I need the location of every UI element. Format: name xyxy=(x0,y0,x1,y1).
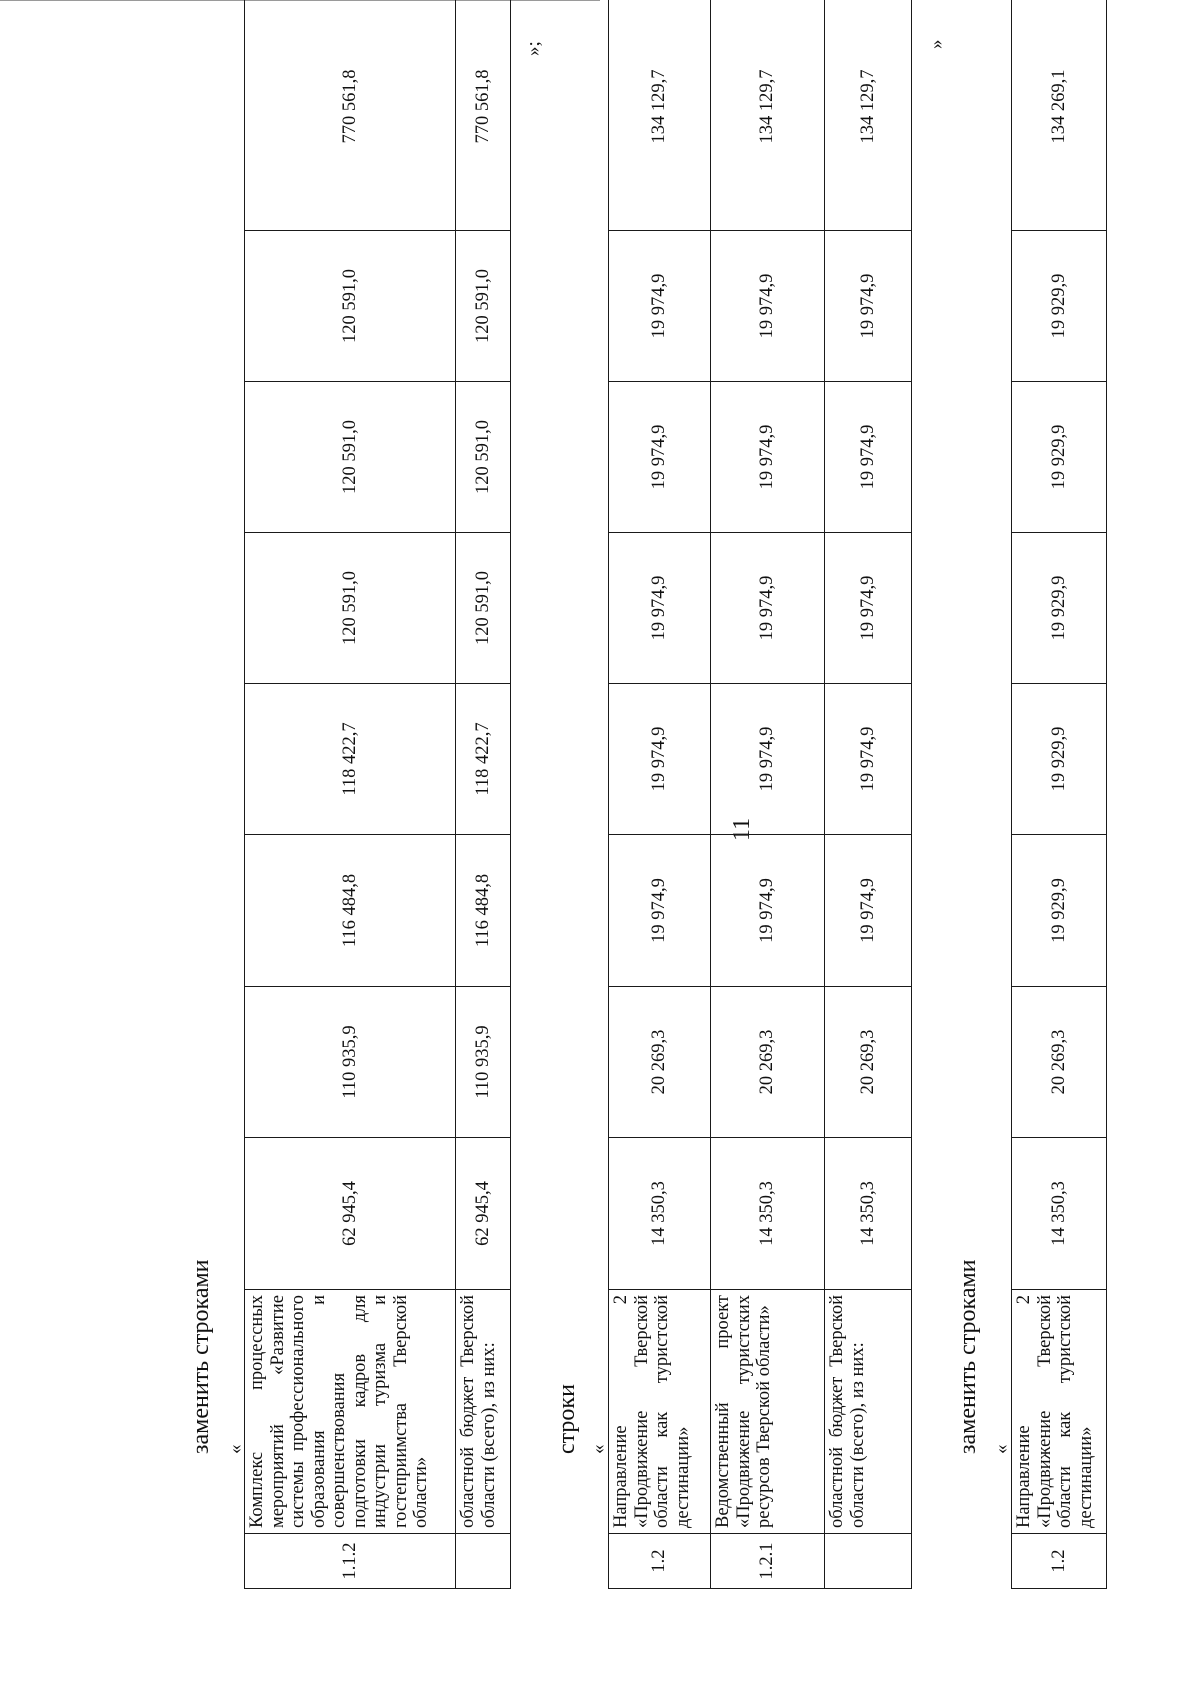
value-cell: 120 591,0 xyxy=(245,382,456,533)
row-code: 1.2 xyxy=(1012,1534,1107,1589)
section-3-open-quote: « xyxy=(991,1444,1012,1454)
row-name: Направление 2 «Продвижение Тверской области как туристской дестинации» xyxy=(1012,1290,1107,1534)
value-cell: 19 974,9 xyxy=(609,382,711,533)
value-cell: 19 929,9 xyxy=(1012,533,1107,684)
value-cell: 19 929,9 xyxy=(1012,382,1107,533)
row-name: областной бюджет Тверской области (всего), из них: xyxy=(825,1290,912,1534)
table-row xyxy=(609,0,711,1589)
value-cell: 19 974,9 xyxy=(609,231,711,382)
value-cell: 134 129,7 xyxy=(711,0,825,231)
value-cell: 120 591,0 xyxy=(456,231,511,382)
value-cell: 20 269,3 xyxy=(1012,987,1107,1138)
row-code: 1.2.1 xyxy=(711,1534,825,1589)
value-cell: 120 591,0 xyxy=(245,231,456,382)
section-1-close-quote: »; xyxy=(523,41,544,56)
value-cell: 19 974,9 xyxy=(825,835,912,987)
value-cell: 19 974,9 xyxy=(711,533,825,684)
value-cell: 20 269,3 xyxy=(825,987,912,1138)
table-row xyxy=(245,0,456,1589)
value-cell: 14 350,3 xyxy=(609,1138,711,1290)
row-code: 1.1.2 xyxy=(245,1534,456,1589)
value-cell: 19 974,9 xyxy=(609,684,711,835)
section-2-lead: строки xyxy=(554,1384,580,1454)
value-cell: 134 269,1 xyxy=(1012,0,1107,231)
page-number: 11 xyxy=(729,817,755,841)
value-cell: 19 974,9 xyxy=(609,835,711,987)
table-row xyxy=(456,0,511,1589)
table-section-1 xyxy=(244,0,511,1589)
value-cell: 110 935,9 xyxy=(245,987,456,1138)
value-cell: 14 350,3 xyxy=(1012,1138,1107,1290)
value-cell: 116 484,8 xyxy=(456,835,511,987)
table-section-3 xyxy=(1011,0,1107,1589)
value-cell: 19 974,9 xyxy=(825,533,912,684)
section-2-close-quote: » xyxy=(926,39,947,49)
value-cell: 19 974,9 xyxy=(711,382,825,533)
table-row xyxy=(1012,0,1107,1589)
value-cell: 19 974,9 xyxy=(609,533,711,684)
value-cell: 118 422,7 xyxy=(456,684,511,835)
row-name: Направление 2 «Продвижение Тверской области как туристской дестинации» xyxy=(609,1290,711,1534)
section-1-open-quote: « xyxy=(225,1444,246,1454)
value-cell: 19 974,9 xyxy=(825,231,912,382)
row-code xyxy=(825,1534,912,1589)
value-cell: 62 945,4 xyxy=(456,1138,511,1290)
value-cell: 19 974,9 xyxy=(711,231,825,382)
value-cell: 19 974,9 xyxy=(711,835,825,987)
value-cell: 116 484,8 xyxy=(245,835,456,987)
value-cell: 19 929,9 xyxy=(1012,835,1107,987)
row-name: областной бюджет Тверской области (всего), из них: xyxy=(456,1290,511,1534)
section-2-open-quote: « xyxy=(588,1444,609,1454)
value-cell: 20 269,3 xyxy=(609,987,711,1138)
value-cell: 770 561,8 xyxy=(245,0,456,231)
value-cell: 19 974,9 xyxy=(825,684,912,835)
value-cell: 19 929,9 xyxy=(1012,231,1107,382)
row-name: Ведомственный проект «Продвижение туристских ресурсов Тверской области» xyxy=(711,1290,825,1534)
value-cell: 120 591,0 xyxy=(456,382,511,533)
value-cell: 120 591,0 xyxy=(456,533,511,684)
value-cell: 62 945,4 xyxy=(245,1138,456,1290)
value-cell: 134 129,7 xyxy=(825,0,912,231)
section-3-lead: заменить строками xyxy=(955,1259,981,1454)
value-cell: 20 269,3 xyxy=(711,987,825,1138)
value-cell: 14 350,3 xyxy=(711,1138,825,1290)
table-row xyxy=(711,0,825,1589)
table-row xyxy=(825,0,912,1589)
value-cell: 19 929,9 xyxy=(1012,684,1107,835)
value-cell: 118 422,7 xyxy=(245,684,456,835)
row-name: Комплекс процессных мероприятий «Развитие системы профессионального образования и совершенствования подготовки кадров для индустрии туризма и гостеприимства Тверской области» xyxy=(245,1290,456,1534)
table-section-2 xyxy=(608,0,912,1589)
value-cell: 14 350,3 xyxy=(825,1138,912,1290)
value-cell: 770 561,8 xyxy=(456,0,511,231)
value-cell: 134 129,7 xyxy=(609,0,711,231)
value-cell: 110 935,9 xyxy=(456,987,511,1138)
value-cell: 120 591,0 xyxy=(245,533,456,684)
row-code: 1.2 xyxy=(609,1534,711,1589)
row-code xyxy=(456,1534,511,1589)
section-1-lead: заменить строками xyxy=(188,1259,214,1454)
value-cell: 19 974,9 xyxy=(825,382,912,533)
value-cell: 19 974,9 xyxy=(711,684,825,835)
